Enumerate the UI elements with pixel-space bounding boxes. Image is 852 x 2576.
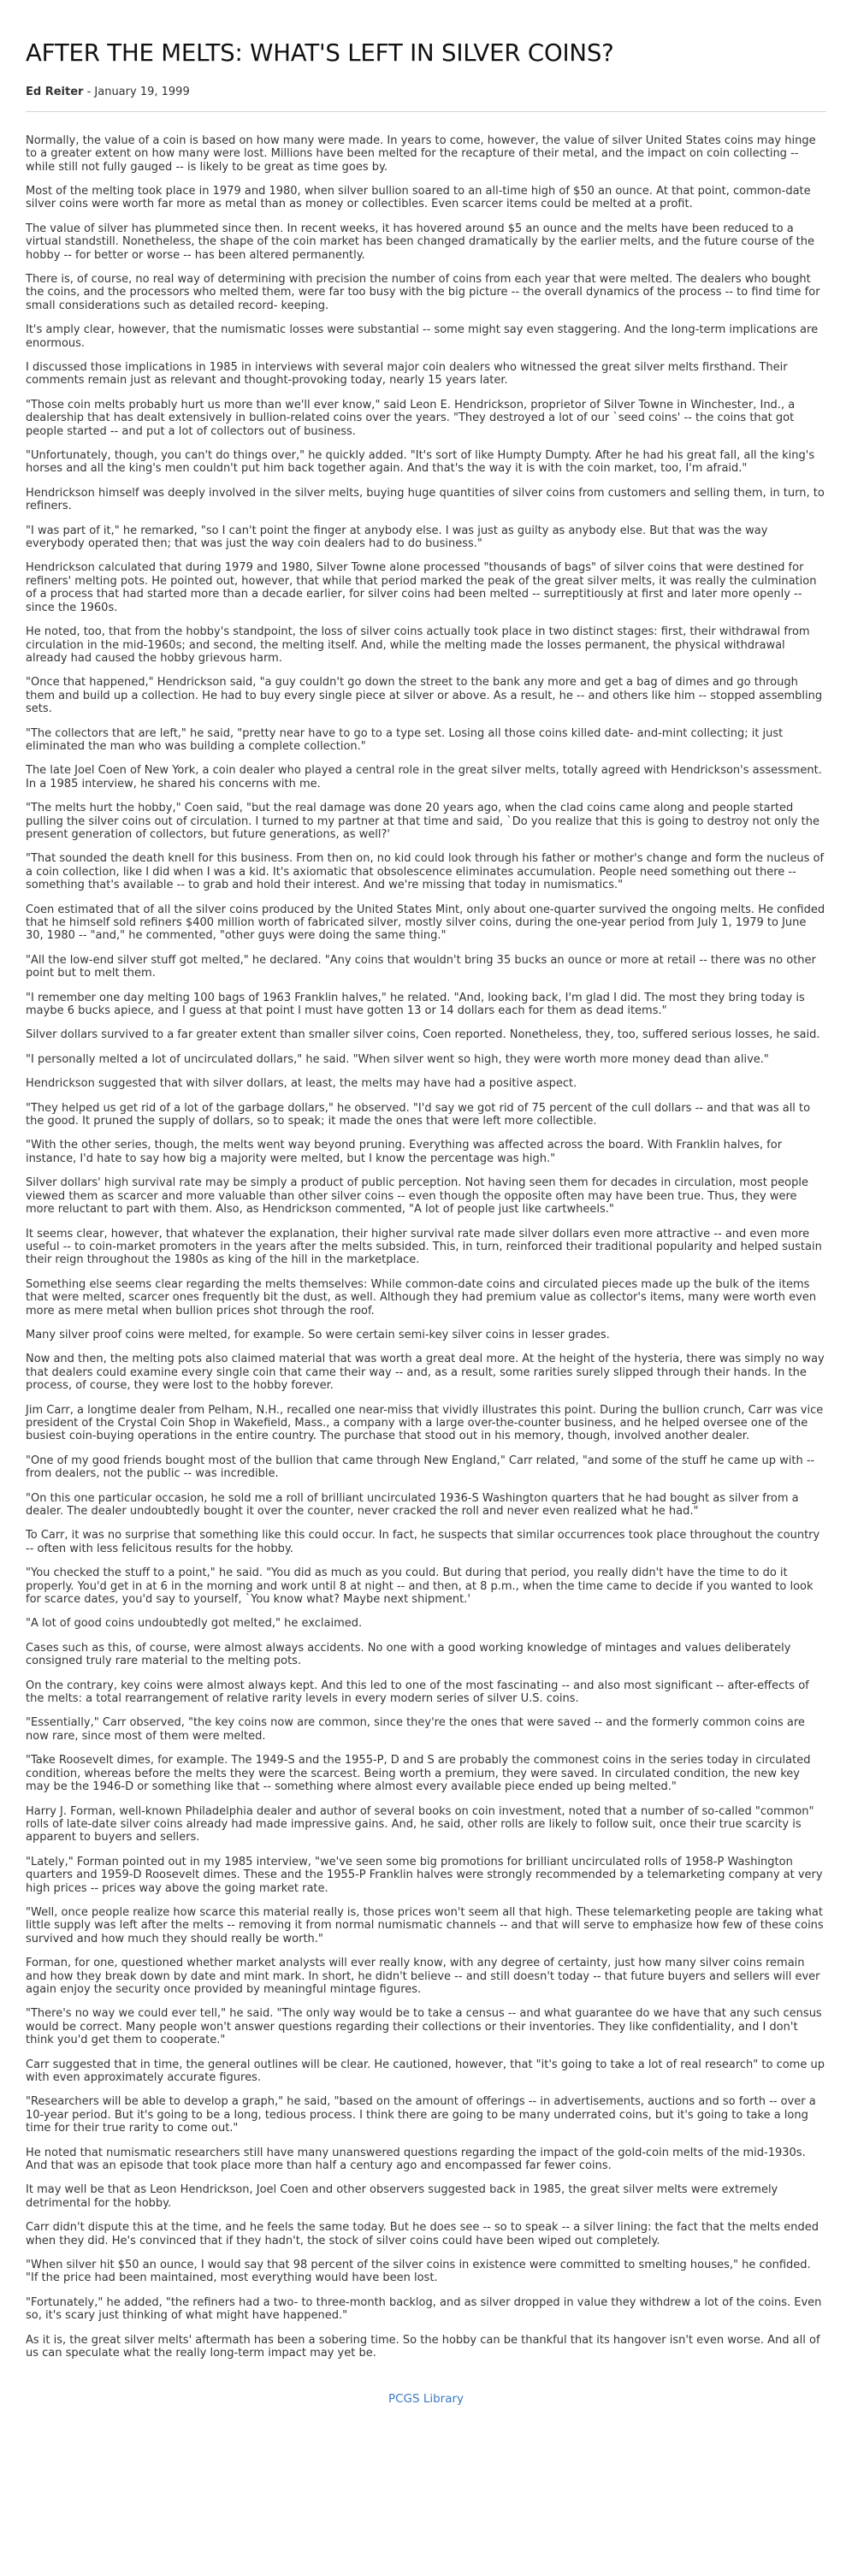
article-paragraph: "Lately," Forman pointed out in my 1985 interview, "we've seen some big promotions for brilliant uncirculated rolls of 1958-P Washington quarters and 1959-D Roosevelt dimes. These and the 1955-P Franklin halves were strongly recommended by a telemarketing company at very high prices -- prices way above the going market rate. [26, 1855, 823, 1895]
article-paragraph: Hendrickson himself was deeply involved in the silver melts, buying huge quantities of silver coins from customers and selling them, in turn, to refiners. [26, 486, 825, 513]
article-paragraph: "That sounded the death knell for this business. From then on, no kid could look through his father or mother's change and form the nucleus of a coin collection, like I did when I was a kid. It's axiomatic that obsolescence eliminates accumulation. People need something out there -- something that's available -- to grab and hold their interest. And we're missing that today in numismatics." [26, 852, 825, 892]
article-paragraph: Normally, the value of a coin is based on how many were made. In years to come, however, the value of silver United States coins may hinge to a greater extent on how many were lost. Millions have been melted for the recapture of their metal, and the impact on coin collecting -- while still not fully gauged -- is likely to be great as time goes by. [26, 133, 816, 174]
article-paragraph: Harry J. Forman, well-known Philadelphia dealer and author of several books on coin investment, noted that a number of so-called "common" rolls of late-date silver coins already had made impressive gains. And, he said, other rolls are likely to follow suit, once their true scarcity is apparent to buyers and sellers. [26, 1804, 814, 1845]
article-paragraph: Forman, for one, questioned whether market analysts will ever really know, with any degree of certainty, just how many silver coins remain and how they break down by date and mint mark. In short, he didn't believe -- and still doesn't today -- that future buyers and sellers will ever again enjoy the security once provided by meaningful mintage figures. [26, 1957, 820, 1996]
article-paragraph: Now and then, the melting pots also claimed material that was worth a great deal more. At the height of the hysteria, there was simply no way that dealers could examine every single coin that came their way -- and, as a result, some rarities surely slipped through their hands. In the process, of course, they were lost to the hobby forever. [26, 1353, 825, 1393]
article-paragraph: "Take Roosevelt dimes, for example. The 1949-S and the 1955-P, D and S are probably the commonest coins in the series today in circulated condition, whereas before the melts they were the scarcest. Being worth a premium, they were saved. In circulated condition, the new key may be the 1946-D or something like that -- something where almost every available piece ended up being melted." [26, 1754, 811, 1794]
title-divider [26, 111, 826, 112]
article-paragraph: "There's no way we could ever tell," he said. "The only way would be to take a census -- and what guarantee do we have that any such census would be correct. Many people won't answer questions regarding their collections or their inventories. They like confidentiality, and I don't think you'd get them to cooperate." [26, 2007, 822, 2047]
article-paragraph: Silver dollars' high survival rate may be simply a product of public perception. Not having seen them for decades in circulation, most people viewed them as scarcer and more valuable than other silver coins -- even though the opposite often may have been true. Thus, they were more reluctant to part with them. Also, as Hendrickson commented, "A lot of people just like cartwheels." [26, 1176, 808, 1217]
article-paragraph: Carr suggested that in time, the general outlines will be clear. He cautioned, however, that "it's going to take a lot of real research" to come up with even approximately accurate figures. [26, 2058, 825, 2084]
article-paragraph: "Fortunately," he added, "the refiners had a two- to three-month backlog, and as silver dropped in value they withdrew a lot of the coins. Even so, it's scary just thinking of what might have happened." [26, 2295, 822, 2323]
article-paragraph: "Those coin melts probably hurt us more than we'll ever know," said Leon E. Hendrickson, proprietor of Silver Towne in Winchester, Ind., a dealership that has dealt extensively in bullion-related coins over the years. "They destroyed a lot of our `seed coins' -- the coins that got people started -- and put a lot of collectors out of business. [26, 398, 796, 438]
article-paragraph: "Well, once people realize how scarce this material really is, those prices won't seem all that high. These telemarketing people are taking what little supply was left after the melts -- removing it from normal numismatic channels -- and that will serve to emphasize how few of these coins survived and how much they should really be worth." [26, 1905, 824, 1945]
article-paragraph: There is, of course, no real way of determining with precision the number of coins from each year that were melted. The dealers who bought the coins, and the processors who melted them, were far too busy with the big picture -- the overall dynamics of the process -- to find time for small considerations such as detailed record- keeping. [26, 272, 820, 312]
article-body [26, 134, 826, 2360]
article-paragraph: It may well be that as Leon Hendrickson, Joel Coen and other observers suggested back in 1985, the great silver melts were extremely detrimental for the hobby. [26, 2183, 778, 2210]
pcgs-library-link[interactable]: PCGS Library [388, 2391, 464, 2406]
article-paragraph: "I remember one day melting 100 bags of 1963 Franklin halves," he related. "And, looking back, I'm glad I did. The most they bring today is maybe 6 bucks apiece, and I guess at that point I must have gotten 13 or 14 dollars each for them as dead items." [26, 991, 805, 1018]
article-paragraph: I discussed those implications in 1985 in interviews with several major coin dealers who witnessed the great silver melts firsthand. Their comments remain just as relevant and thought-provoking today, nearly 15 years later. [26, 361, 788, 388]
article-paragraph: Many silver proof coins were melted, for example. So were certain semi-key silver coins in lesser grades. [26, 1328, 610, 1341]
article-paragraph: Jim Carr, a longtime dealer from Pelham, N.H., recalled one near-miss that vividly illustrates this point. During the bullion crunch, Carr was vice president of the Crystal Coin Shop in Wakefield, Mass., a company with a large over-the-counter business, and he helped oversee one of the busiest coin-buying operations in the entire country. The purchase that stood out in his memory, though, involved another dealer. [26, 1403, 824, 1443]
article-title: AFTER THE MELTS: WHAT'S LEFT IN SILVER COINS? [26, 38, 614, 67]
publish-date: January 19, 1999 [94, 85, 190, 98]
article-paragraph: "The melts hurt the hobby," Coen said, "but the real damage was done 20 years ago, when the clad coins came along and people started pulling the silver coins out of circulation. I turned to my partner at that time and said, `Do you realize that this is going to destroy not only the present generation of collectors, but future generations, as well?' [26, 802, 819, 841]
author-name: Ed Reiter [26, 85, 84, 98]
article-paragraph: "All the low-end silver stuff got melted," he declared. "Any coins that wouldn't bring 35 bucks an ounce or more at retail -- there was no other point but to melt them. [26, 953, 816, 980]
article-paragraph: On the contrary, key coins were almost always kept. And this led to one of the most fascinating -- and also most significant -- after-effects of the melts: a total rearrangement of relative rarity levels in every modern series of silver U.S. coins. [26, 1679, 809, 1706]
article-paragraph: Something else seems clear regarding the melts themselves: While common-date coins and circulated pieces made up the bulk of the items that were melted, scarcer ones frequently bit the dust, as well. Although they had premium value as collector's items, many were worth even more as mere metal when bullion prices shot through the roof. [26, 1277, 817, 1318]
article-paragraph: Hendrickson calculated that during 1979 and 1980, Silver Towne alone processed "thousands of bags" of silver coins that were destined for refiners' melting pots. He pointed out, however, that while that period marked the peak of the great silver melts, it was really the culmination of a process that had started more than a decade earlier, for silver coins had been melted -- surreptitiously at first and later more openly -- since the 1960s. [26, 561, 817, 614]
byline-separator: - [83, 85, 95, 98]
article-paragraph: "You checked the stuff to a point," he said. "You did as much as you could. But during that period, you really didn't have the time to do it properly. You'd get in at 6 in the morning and work until 8 at night -- and then, at 8 p.m., when the time came to decide if you wanted to look for scarce dates, you'd say to yourself, `You know what? Maybe next shipment.' [26, 1566, 814, 1607]
article-paragraph: "When silver hit $50 an ounce, I would say that 98 percent of the silver coins in existence were committed to smelting houses," he confided. "If the price had been maintained, most everything would have been lost. [26, 2259, 811, 2285]
article-paragraph: It seems clear, however, that whatever the explanation, their higher survival rate made silver dollars even more attractive -- and even more useful -- to coin-market promoters in the years after the melts subsided. This, in turn, reinforced their traditional popularity and helped sustain their reign throughout the 1980s as king of the hill in the marketplace. [26, 1227, 822, 1267]
article-paragraph: "They helped us get rid of a lot of the garbage dollars," he observed. "I'd say we got rid of 75 percent of the cull dollars -- and that was all to the good. It pruned the supply of dollars, so to speak; it made the ones that were left more collectible. [26, 1101, 811, 1128]
article-paragraph: It's amply clear, however, that the numismatic losses were substantial -- some might say even staggering. And the long-term implications are enormous. [26, 323, 819, 350]
article-paragraph: The late Joel Coen of New York, a coin dealer who played a central role in the great silver melts, totally agreed with Hendrickson's assessment. In a 1985 interview, he shared his concerns with me. [26, 764, 822, 791]
article-paragraph: "The collectors that are left," he said, "pretty near have to go to a type set. Losing all those coins killed date- and-mint collecting; it just eliminated the man who was building a complete collection." [26, 726, 784, 753]
article-paragraph: "Unfortunately, though, you can't do things over," he quickly added. "It's sort of like Humpty Dumpty. After he had his great fall, all the king's horses and all the king's men couldn't put him back together again. And that's the way it is with the coin market, too, I'm afraid." [26, 449, 815, 476]
article-paragraph: "One of my good friends bought most of the bullion that came through New England," Carr related, "and some of the stuff he came up with -- from dealers, not the public -- was incredible. [26, 1454, 815, 1481]
article-paragraph: Most of the melting took place in 1979 and 1980, when silver bullion soared to an all-time high of $50 an ounce. At that point, common-date silver coins were worth far more as metal than as money or collectibles. Even scarcer items could be melted at a profit. [26, 184, 811, 211]
article-paragraph: "I personally melted a lot of uncirculated dollars," he said. "When silver went so high, they were worth more money dead than alive." [26, 1052, 769, 1066]
article-paragraph: To Carr, it was no surprise that something like this could occur. In fact, he suspects that similar occurrences took place throughout the country -- often with less felicitous results for the hobby. [26, 1529, 820, 1555]
article-paragraph: Hendrickson suggested that with silver dollars, at least, the melts may have had a positive aspect. [26, 1077, 577, 1091]
article-paragraph: "A lot of good coins undoubtedly got melted," he exclaimed. [26, 1617, 363, 1631]
article-paragraph: "On this one particular occasion, he sold me a roll of brilliant uncirculated 1936-S Washington quarters that he had bought as silver from a dealer. The dealer undoubtedly bought it over the counter, never cracked the roll and never even realized what he had." [26, 1491, 799, 1518]
article-paragraph: "I was part of it," he remarked, "so I can't point the finger at anybody else. I was just as guilty as anybody else. But that was the way everybody operated then; that was just the way coin dealers had to do business." [26, 524, 768, 551]
footer [26, 2392, 826, 2406]
article-paragraph: Cases such as this, of course, were almost always accidents. No one with a good working knowledge of mintages and values deliberately consigned truly rare material to the melting pots. [26, 1641, 791, 1668]
article-paragraph: Coen estimated that of all the silver coins produced by the United States Mint, only about one-quarter survived the ongoing melts. He confided that he himself sold refiners $400 million worth of fabricated silver, mostly silver coins, during the one-year period from July 1, 1979 to June 30, 1980 -- "and," he commented, "other guys were doing the same thing." [26, 903, 825, 943]
article-paragraph: Carr didn't dispute this at the time, and he feels the same today. But he does see -- so to speak -- a silver lining: the fact that the melts ended when they did. He's convinced that if they hadn't, the stock of silver coins could have been wiped out completely. [26, 2221, 819, 2247]
article-paragraph: He noted, too, that from the hobby's standpoint, the loss of silver coins actually took place in two distinct stages: first, their withdrawal from circulation in the mid-1960s; and second, the melting itself. And, while the melting made the losses permanent, the physical withdrawal already had caused the hobby grievous harm. [26, 625, 810, 665]
article-paragraph: "Essentially," Carr observed, "the key coins now are common, since they're the ones that were saved -- and the formerly common coins are now rare, since most of them were melted. [26, 1716, 805, 1743]
article-paragraph: The value of silver has plummeted since then. In recent weeks, it has hovered around $5 an ounce and the melts have been reduced to a virtual standstill. Nonetheless, the shape of the coin market has been changed dramatically by the earlier melts, and the future course of the hobby -- for better or worse -- has been altered permanently. [26, 222, 814, 262]
article-paragraph: As it is, the great silver melts' aftermath has been a sobering time. So the hobby can be thankful that its hangover isn't even worse. And all of us can speculate what the really long-term impact may yet be. [26, 2333, 820, 2360]
article-paragraph: Silver dollars survived to a far greater extent than smaller silver coins, Coen reported. Nonetheless, they, too, suffered serious losses, he said. [26, 1028, 820, 1042]
article-paragraph: "Once that happened," Hendrickson said, "a guy couldn't go down the street to the bank any more and get a bag of dimes and go through them and build up a collection. He had to buy every single piece at silver or above. As a result, he -- and others like him -- stopped assembling sets. [26, 676, 823, 716]
article-paragraph: "Researchers will be able to develop a graph," he said, "based on the amount of offerings -- in advertisements, auctions and so forth -- over a 10-year period. But it's going to be a long, tedious process. I think there are going to be many underrated coins, but it's going to take a long time for their true rarity to come out." [26, 2095, 816, 2135]
article-paragraph: "With the other series, though, the melts went way beyond pruning. Everything was affected across the board. With Franklin halves, for instance, I'd hate to say how big a majority were melted, but I know the percentage was high." [26, 1139, 783, 1165]
article-paragraph: He noted that numismatic researchers still have many unanswered questions regarding the impact of the gold-coin melts of the mid-1930s. And that was an episode that took place more than half a century ago and encompassed far fewer coins. [26, 2146, 806, 2173]
byline [26, 84, 826, 101]
